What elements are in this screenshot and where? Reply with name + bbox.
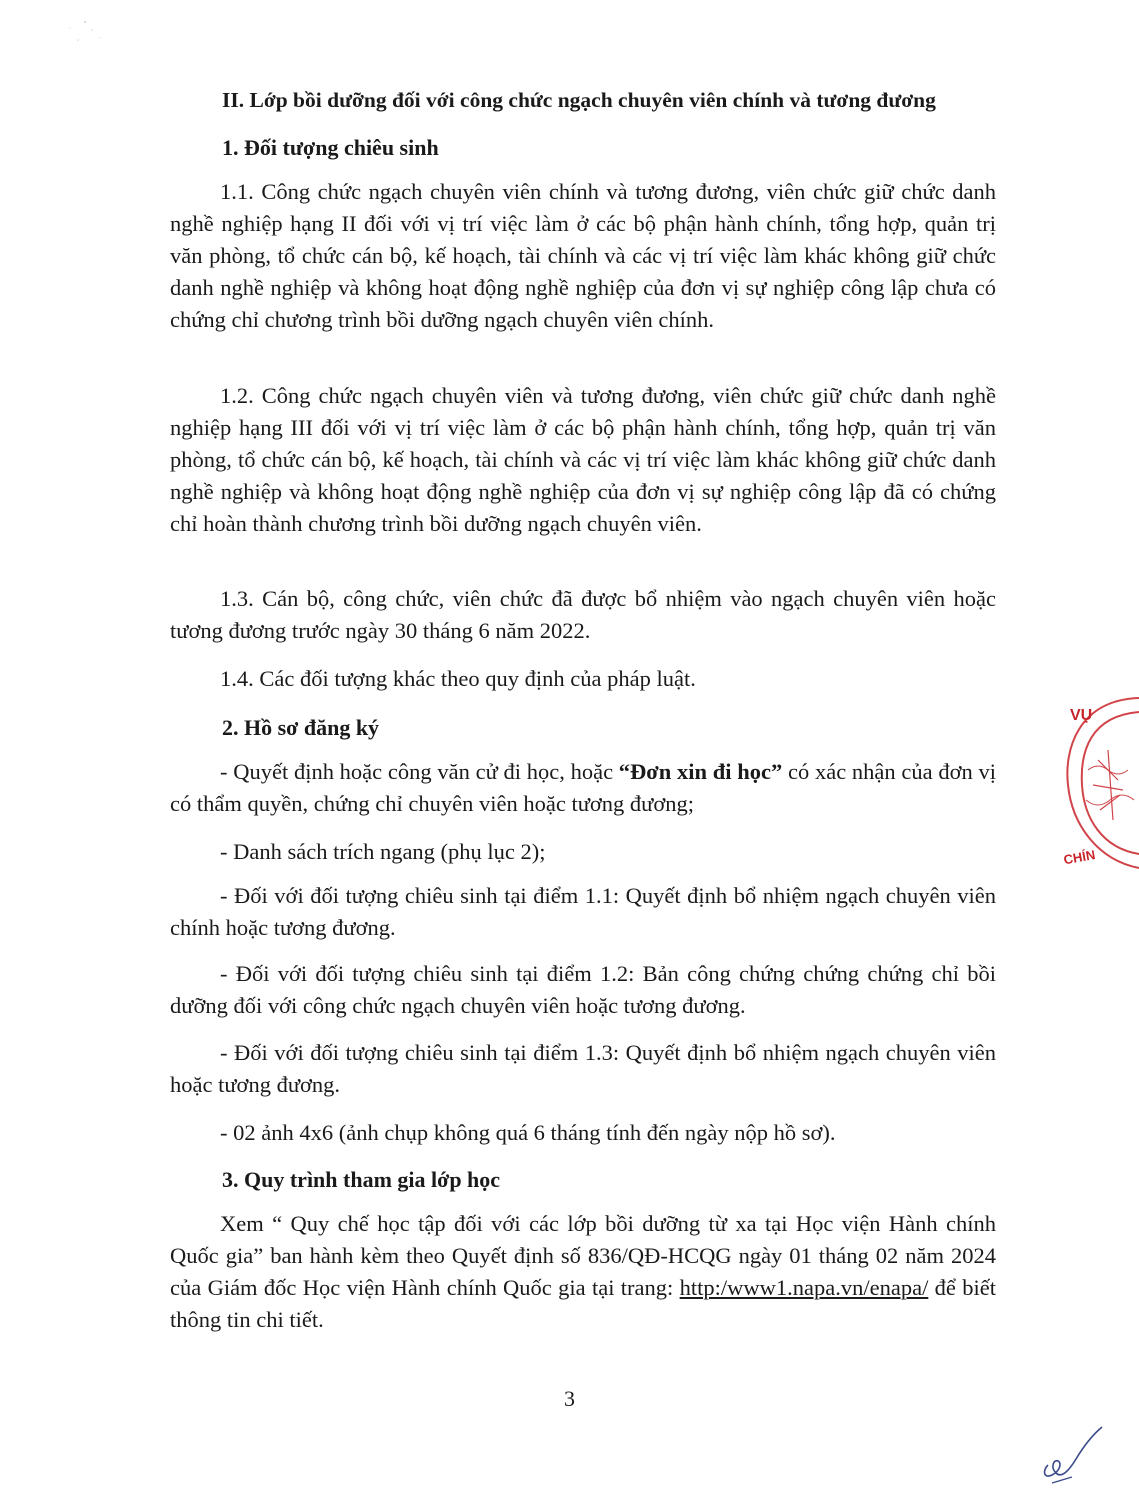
- requirement-5-text: - Đối với đối tượng chiêu sinh tại điểm 1.3: Quyết định bổ nhiệm ngạch chuyên viên hoặc tương đương.: [170, 1040, 996, 1097]
- paragraph-quy-trinh-end: để biết thông tin chi tiết.: [170, 1275, 996, 1332]
- requirement-1-rest: có xác nhận của đơn vị có thẩm quyền, chứng chỉ chuyên viên hoặc tương đương;: [170, 759, 996, 816]
- paragraph-1-1-text: 1.1. Công chức ngạch chuyên viên chính và tương đương, viên chức giữ chức danh nghề nghiệp hạng II đối với vị trí việc làm ở các bộ phận hành chính, tổng hợp, quản trị văn phòng, tổ chức cán bộ, kế hoạch, tài chính và các vị trí việc làm khác không giữ chức danh nghề nghiệp và không hoạt động nghề nghiệp của đơn vị sự nghiệp công lập chưa có chứng chỉ chương trình bồi dưỡng ngạch chuyên viên chính.: [170, 179, 996, 332]
- scan-speck: [30, 10, 120, 60]
- requirement-4: [170, 958, 996, 1022]
- requirement-3: [170, 880, 996, 944]
- requirement-2-text: - Danh sách trích ngang (phụ lục 2);: [220, 839, 546, 864]
- requirement-5: [170, 1037, 996, 1101]
- paragraph-quy-trinh-text: Xem “ Quy chế học tập đối với các lớp bồi dưỡng từ xa tại Học viện Hành chính Quốc gia” ban hành kèm theo Quyết định số 836/QĐ-HCQG ngày 01 tháng 02 năm 2024 của Giám đốc Học viện Hành chính Quốc gia tại trang:: [170, 1211, 996, 1300]
- heading-ho-so: 2. Hồ sơ đăng ký: [222, 715, 380, 740]
- requirement-6: [170, 1117, 996, 1149]
- heading-doi-tuong: 1. Đối tượng chiêu sinh: [222, 135, 439, 160]
- heading-quy-trinh: 3. Quy trình tham gia lớp học: [222, 1167, 501, 1192]
- requirement-2: [170, 836, 996, 868]
- section-title: II. Lớp bồi dưỡng đối với công chức ngạch chuyên viên chính và tương đương: [222, 88, 936, 112]
- paragraph-1-3: [170, 583, 996, 647]
- paragraph-quy-trinh: [170, 1208, 996, 1336]
- enapa-link[interactable]: http:/www1.napa.vn/enapa/: [679, 1275, 929, 1300]
- requirement-1-text: - Quyết định hoặc công văn cử đi học, hoặc: [220, 759, 619, 784]
- paragraph-1-2-text: 1.2. Công chức ngạch chuyên viên và tương đương, viên chức giữ chức danh nghề nghiệp hạng III đối với vị trí việc làm ở các bộ phận hành chính, tổng hợp, quản trị văn phòng, tổ chức cán bộ, kế hoạch, tài chính và các vị trí việc làm khác không giữ chức danh nghề nghiệp và không hoạt động nghề nghiệp của đơn vị sự nghiệp công lập đã có chứng chỉ hoàn thành chương trình bồi dưỡng ngạch chuyên viên.: [170, 383, 996, 536]
- requirement-6-text: - 02 ảnh 4x6 (ảnh chụp không quá 6 tháng tính đến ngày nộp hồ sơ).: [220, 1120, 836, 1145]
- requirement-1-bold: “Đơn xin đi học”: [618, 759, 783, 784]
- seal-text-bottom: CHÍN: [1062, 847, 1097, 868]
- requirement-1: [170, 756, 996, 820]
- page-number: 3: [564, 1386, 575, 1411]
- paragraph-1-4-text: 1.4. Các đối tượng khác theo quy định của pháp luật.: [220, 666, 696, 691]
- paragraph-1-4: [170, 663, 996, 695]
- requirement-3-text: - Đối với đối tượng chiêu sinh tại điểm 1.1: Quyết định bổ nhiệm ngạch chuyên viên chính hoặc tương đương.: [170, 883, 996, 940]
- signature-mark: [1030, 1425, 1110, 1490]
- paragraph-1-3-text: 1.3. Cán bộ, công chức, viên chức đã được bổ nhiệm vào ngạch chuyên viên hoặc tương đương trước ngày 30 tháng 6 năm 2022.: [170, 586, 996, 643]
- paragraph-1-1: [170, 176, 996, 336]
- seal-text-top: VỤ: [1070, 707, 1093, 724]
- official-seal: [1058, 690, 1139, 875]
- requirement-4-text: - Đối với đối tượng chiêu sinh tại điểm 1.2: Bản công chứng chứng chứng chỉ bồi dưỡng đối với công chức ngạch chuyên viên hoặc tương đương.: [170, 961, 996, 1018]
- paragraph-1-2: [170, 380, 996, 540]
